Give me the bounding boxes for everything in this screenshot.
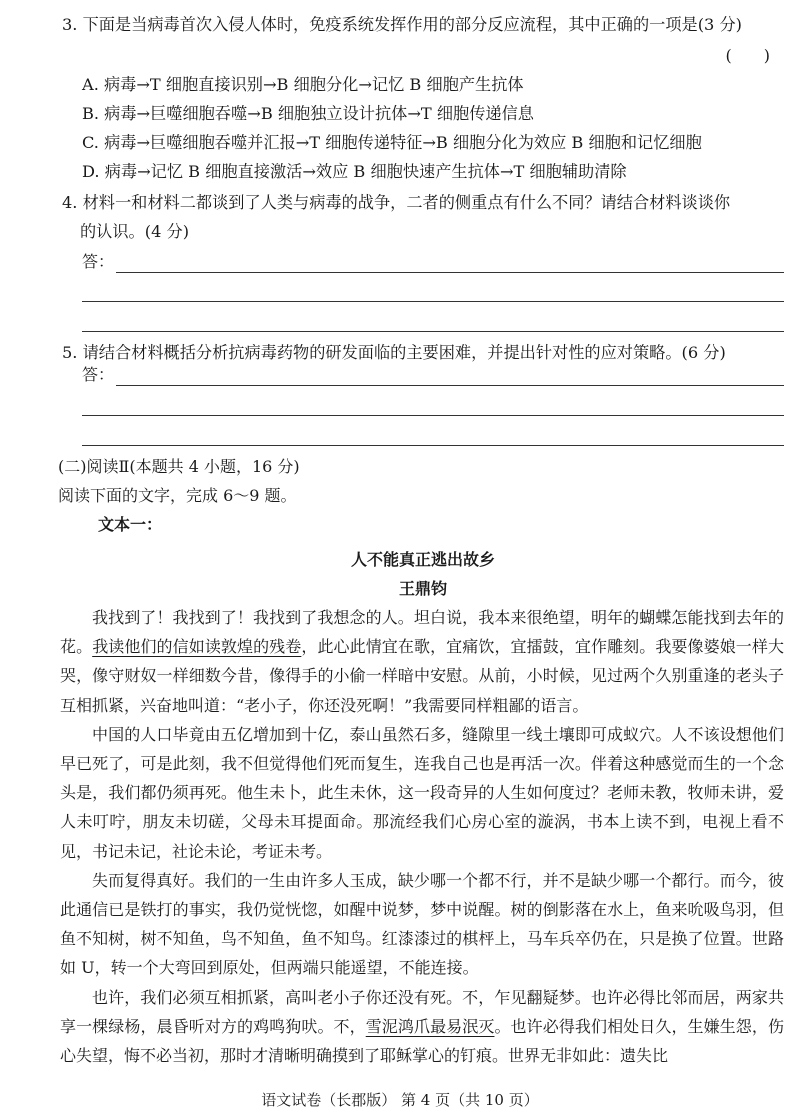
option-d: D. 病毒→记忆 B 细胞直接激活→效应 B 细胞快速产生抗体→T 细胞辅助清除: [82, 162, 627, 181]
section-instruction: 阅读下面的文字，完成 6～9 题。: [58, 486, 297, 505]
question-5-answer-line-3[interactable]: [82, 422, 784, 446]
underlined-sentence-2: 雪泥鸿爪最易泯灭: [365, 1016, 495, 1036]
question-5-answer-line-2[interactable]: [82, 392, 784, 416]
option-a: A. 病毒→T 细胞直接识别→B 细胞分化→记忆 B 细胞产生抗体: [82, 75, 524, 94]
question-5-answer-line-1[interactable]: [82, 362, 784, 386]
underlined-sentence-1: 我读他们的信如读敦煌的残卷: [92, 637, 302, 657]
paragraph-1: 我找到了！我找到了！我找到了我想念的人。坦白说，我本来很绝望，明年的蝴蝶怎能找到去年的花。我读他们的信如读敦煌的残卷，此心此情宜在歌，宜痛饮，宜擂鼓，宜作雕刻。我要像婆娘一样大哭，像守财奴一样细数今昔，像得手的小偷一样暗中安慰。从前，小时候，见过两个久别重逢的老头子互相抓紧，兴奋地叫道：“老小子，你还没死啊！”我需要同样粗鄙的语言。: [60, 608, 784, 715]
question-4-line1: 4. 材料一和材料二都谈到了人类与病毒的战争，二者的侧重点有什么不同？请结合材料谈谈你: [62, 193, 731, 212]
question-4-answer-line-1[interactable]: [82, 249, 784, 273]
passage-title: 人不能真正逃出故乡: [350, 550, 495, 569]
page-footer: 语文试卷（长郡版） 第 4 页（共 10 页）: [261, 1091, 539, 1109]
option-b: B. 病毒→巨噬细胞吞噬→B 细胞独立设计抗体→T 细胞传递信息: [82, 104, 534, 123]
text-label: 文本一：: [98, 515, 163, 534]
question-4-answer-line-3[interactable]: [82, 308, 784, 332]
answer-bracket: ( ): [725, 46, 770, 65]
option-c: C. 病毒→巨噬细胞吞噬并汇报→T 细胞传递特征→B 细胞分化为效应 B 细胞和记忆细胞: [82, 133, 702, 152]
paragraph-2: 中国的人口毕竟由五亿增加到十亿，泰山虽然石多，缝隙里一线土壤即可成蚁穴。人不该设想他们早已死了，可是此刻，我不但觉得他们死而复生，连我自己也是再活一次。伴着这种感觉而生的一个念头是，我们都仍须再死。他生未卜，此生未休，这一段奇异的人生如何度过？老师未教，牧师未讲，爱人未叮咛，朋友未切磋，父母未耳提面命。那流经我们心房心室的漩涡，书本上读不到，电视上看不见，书记未记，社论未论，考证未考。: [60, 724, 784, 861]
paragraph-3: 失而复得真好。我们的一生由许多人玉成，缺少哪一个都不行，并不是缺少哪一个都行。而今，彼此通信已是铁打的事实，我仍觉恍惚，如醒中说梦，梦中说醒。树的倒影落在水上，鱼来吮吸鸟羽，但鱼不知树，树不知鱼，鸟不知鱼，鱼不知鸟。红漆漆过的棋枰上，马车兵卒仍在，只是换了位置。世路如 U，转一个大弯回到原处，但两端只能遥望，不能连接。: [60, 870, 784, 978]
question-3: [62, 10, 784, 39]
paragraph-4: 也许，我们必须互相抓紧，高叫老小子你还没有死。不，乍见翻疑梦。也许必得比邻而居，两家共享一棵绿杨，晨昏听对方的鸡鸣狗吠。不，雪泥鸿爪最易泯灭。也许必得我们相处日久，生嫌生怨，伤心失望，悔不必当初，那时才清晰明确摸到了耶稣掌心的钉痕。世界无非如此：遗失比: [60, 987, 784, 1066]
answer-label: 答：: [82, 252, 115, 271]
question-4-answer-line-2[interactable]: [82, 278, 784, 302]
question-4-line2: 的认识。(4 分): [80, 222, 190, 241]
question-3-stem: 3. 下面是当病毒首次入侵人体时，免疫系统发挥作用的部分反应流程，其中正确的一项是(3 分): [62, 15, 742, 34]
answer-label: 答：: [82, 365, 115, 384]
section-reading-2: [58, 452, 780, 539]
question-3-options: [82, 70, 782, 186]
passage-body: [60, 603, 784, 1070]
section-heading: (二)阅读Ⅱ(本题共 4 小题，16 分): [58, 457, 300, 476]
passage-author: 王鼎钧: [398, 579, 447, 598]
question-4: [62, 188, 784, 246]
question-5-stem: 5. 请结合材料概括分析抗病毒药物的研发面临的主要困难，并提出针对性的应对策略。(6 分): [62, 343, 726, 362]
